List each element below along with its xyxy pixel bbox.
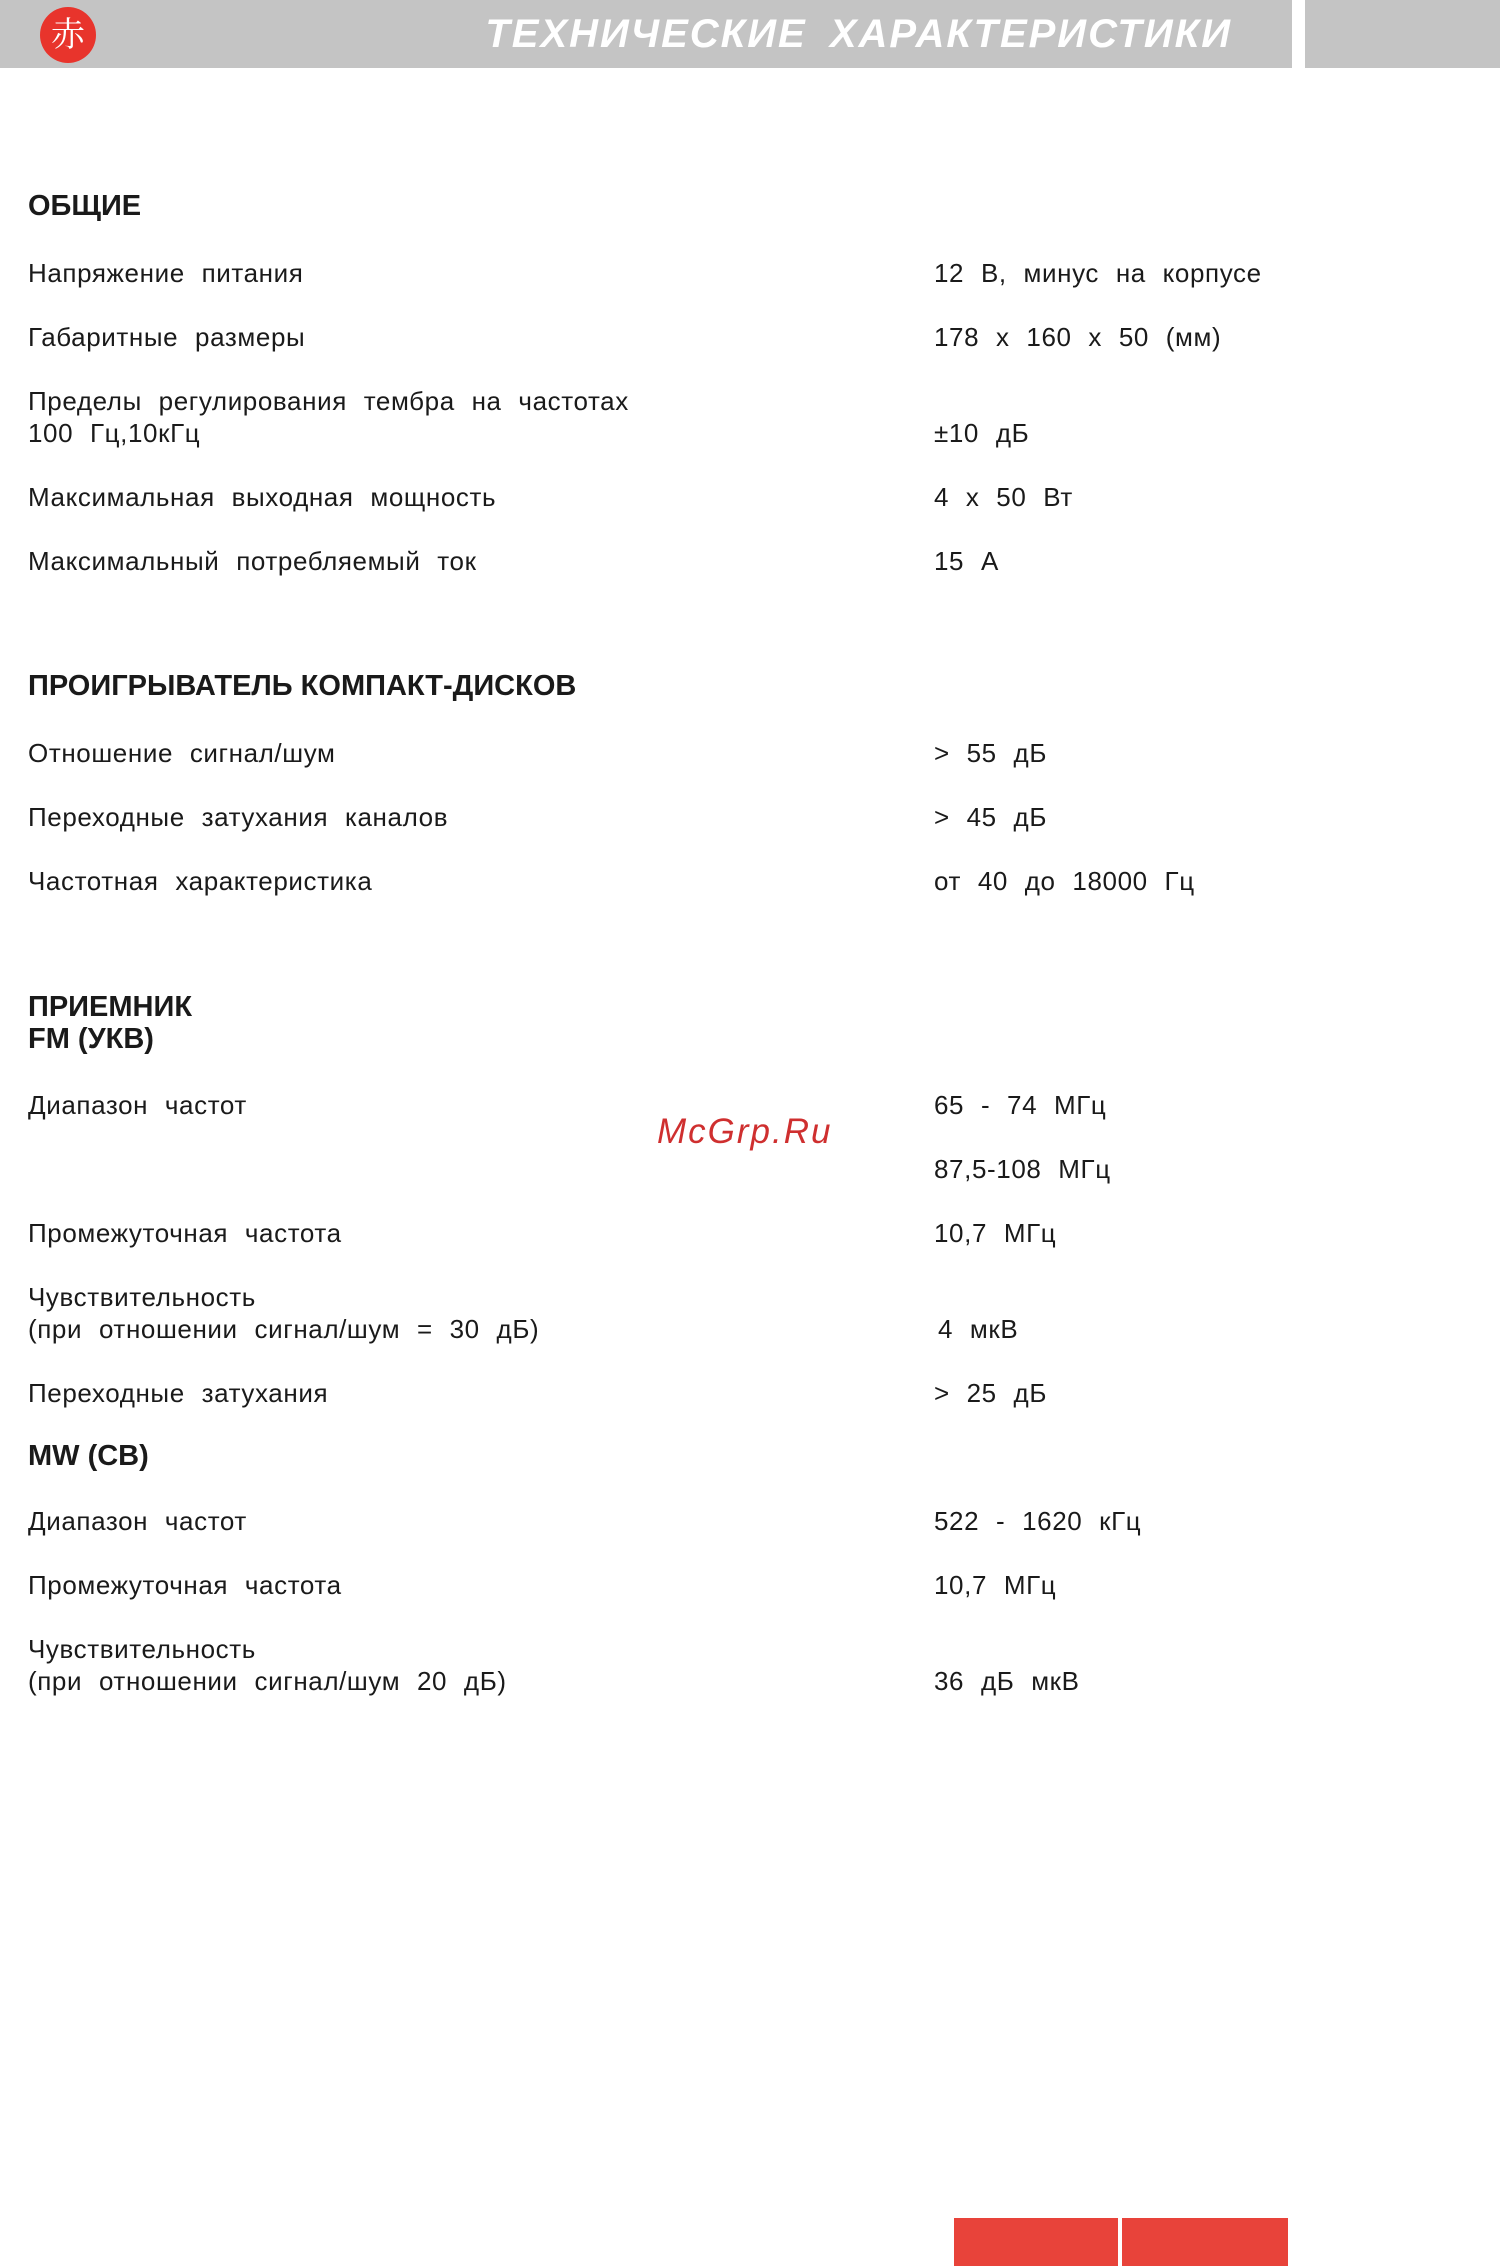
spec-value: 12 В, минус на корпусе xyxy=(934,258,1262,288)
section-heading-cd: ПРОИГРЫВАТЕЛЬ КОМПАКТ-ДИСКОВ xyxy=(28,670,577,702)
footer-block-left xyxy=(954,2218,1118,2266)
spec-value: 10,7 МГц xyxy=(934,1218,1057,1248)
spec-label: Диапазон частот xyxy=(28,1090,247,1120)
spec-value: 10,7 МГц xyxy=(934,1570,1057,1600)
spec-label: Максимальная выходная мощность xyxy=(28,482,497,512)
spec-label: Отношение сигнал/шум xyxy=(28,738,336,768)
spec-value: от 40 до 18000 Гц xyxy=(934,866,1195,896)
spec-value: 4 x 50 Вт xyxy=(934,482,1073,512)
spec-label: Напряжение питания xyxy=(28,258,304,288)
spec-label: 100 Гц,10кГц xyxy=(28,418,201,448)
spec-value: 65 - 74 МГц xyxy=(934,1090,1107,1120)
header-tab xyxy=(1305,0,1500,68)
watermark: McGrp.Ru xyxy=(657,1112,833,1151)
spec-label: Максимальный потребляемый ток xyxy=(28,546,477,576)
spec-label: Переходные затухания xyxy=(28,1378,329,1408)
spec-label: Чувствительность xyxy=(28,1634,256,1664)
spec-value: 87,5-108 МГц xyxy=(934,1154,1111,1184)
page-title: ТЕХНИЧЕСКИЕ ХАРАКТЕРИСТИКИ xyxy=(485,12,1232,56)
section-heading-receiver: ПРИЕМНИК xyxy=(28,991,193,1023)
spec-label: Габаритные размеры xyxy=(28,322,306,352)
spec-label: (при отношении сигнал/шум = 30 дБ) xyxy=(28,1314,540,1344)
spec-label: Пределы регулирования тембра на частотах xyxy=(28,386,629,416)
section-heading-general: ОБЩИЕ xyxy=(28,190,142,222)
footer-block-right xyxy=(1122,2218,1288,2266)
spec-value: > 45 дБ xyxy=(934,802,1047,832)
subsection-heading-fm: FM (УКВ) xyxy=(28,1023,154,1055)
spec-value: 36 дБ мкВ xyxy=(934,1666,1080,1696)
spec-value: 522 - 1620 кГц xyxy=(934,1506,1142,1536)
subsection-heading-mw: MW (СВ) xyxy=(28,1440,149,1472)
spec-value: > 25 дБ xyxy=(934,1378,1047,1408)
spec-label: Чувствительность xyxy=(28,1282,256,1312)
spec-value: 178 x 160 x 50 (мм) xyxy=(934,322,1222,352)
spec-label: Частотная характеристика xyxy=(28,866,373,896)
spec-label: (при отношении сигнал/шум 20 дБ) xyxy=(28,1666,507,1696)
brand-logo-icon: 赤 xyxy=(40,7,96,63)
spec-label: Диапазон частот xyxy=(28,1506,247,1536)
spec-label: Промежуточная частота xyxy=(28,1570,342,1600)
spec-value: 15 А xyxy=(934,546,999,576)
spec-value: > 55 дБ xyxy=(934,738,1047,768)
spec-label: Переходные затухания каналов xyxy=(28,802,449,832)
spec-value: ±10 дБ xyxy=(934,418,1030,448)
spec-value: 4 мкВ xyxy=(938,1314,1019,1344)
spec-label: Промежуточная частота xyxy=(28,1218,342,1248)
